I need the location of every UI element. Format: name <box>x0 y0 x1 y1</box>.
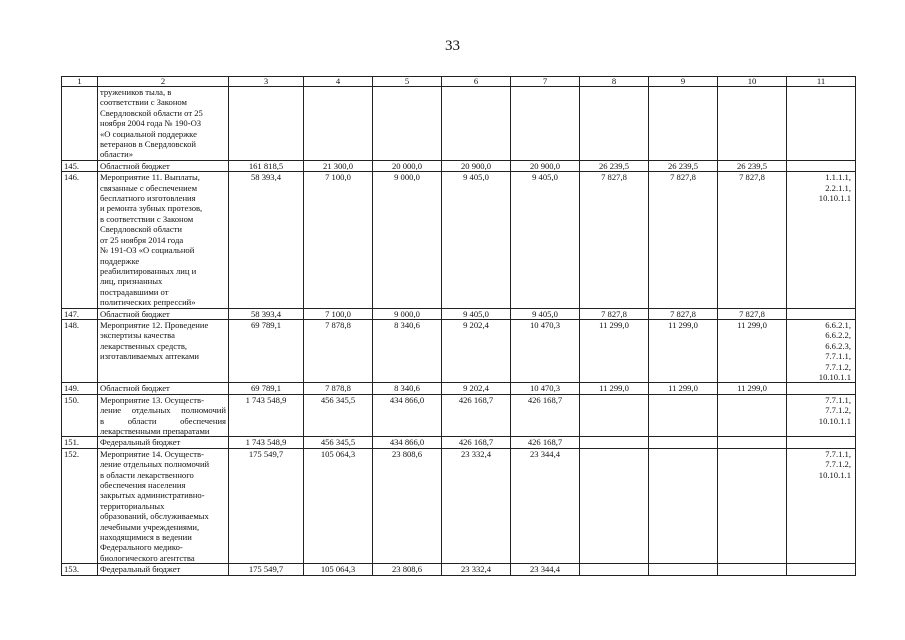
indicator-code: 10.10.1.1 <box>818 469 851 480</box>
indicator-codes <box>787 564 856 575</box>
indicator-codes <box>787 172 856 308</box>
indicator-code: 7.7.1.1, <box>825 351 851 362</box>
description-line: тружеников тыла, в <box>100 87 172 97</box>
row-number: 148. <box>62 319 98 382</box>
value-cell: 26 239,5 <box>718 160 787 171</box>
description-line: Федеральный бюджет <box>100 437 181 448</box>
value-cell: 10 470,3 <box>511 383 580 394</box>
table-row <box>62 87 856 161</box>
value-cell <box>580 564 649 575</box>
row-description <box>98 383 229 394</box>
value-cell <box>649 564 718 575</box>
indicator-code: 6.6.2.1, <box>825 319 851 330</box>
description-line: лечебными учреждениями, <box>100 521 200 532</box>
value-cell: 7 100,0 <box>304 308 373 319</box>
value-cell: 23 344,4 <box>511 448 580 563</box>
column-header: 2 <box>98 77 229 87</box>
indicator-codes <box>787 160 856 171</box>
value-cell <box>649 394 718 437</box>
value-cell: 456 345,5 <box>304 437 373 448</box>
row-description <box>98 87 229 161</box>
table-row <box>62 172 856 308</box>
row-number <box>62 87 98 161</box>
description-line: находящимися в ведении <box>100 532 192 543</box>
column-header: 3 <box>229 77 304 87</box>
value-cell: 7 827,8 <box>718 172 787 308</box>
description-line: «О социальной поддержке <box>100 128 197 139</box>
value-cell: 11 299,0 <box>649 319 718 382</box>
value-cell: 11 299,0 <box>580 383 649 394</box>
value-cell: 434 866,0 <box>373 394 442 437</box>
value-cell: 23 332,4 <box>442 448 511 563</box>
description-line: политических репрессий» <box>100 297 196 308</box>
row-number: 147. <box>62 308 98 319</box>
row-description <box>98 394 229 437</box>
description-line: Свердловской области от 25 <box>100 107 203 118</box>
description-line: Мероприятие 13. Осуществ- <box>100 394 204 405</box>
table-row <box>62 448 856 563</box>
table-row <box>62 319 856 382</box>
page-number: 33 <box>445 38 460 54</box>
value-cell <box>580 437 649 448</box>
description-line: лекарственных средств, <box>100 340 188 351</box>
value-cell: 23 808,6 <box>373 448 442 563</box>
indicator-codes <box>787 448 856 563</box>
value-cell <box>580 448 649 563</box>
table-row <box>62 308 856 319</box>
row-number: 149. <box>62 383 98 394</box>
row-description <box>98 448 229 563</box>
description-line: в соответствии с Законом <box>100 213 194 224</box>
value-cell <box>580 394 649 437</box>
description-line: Свердловской области <box>100 224 183 235</box>
description-line: ветеранов в Свердловской <box>100 139 196 150</box>
description-line: бесплатного изготовления <box>100 193 196 204</box>
value-cell: 26 239,5 <box>649 160 718 171</box>
indicator-codes <box>787 308 856 319</box>
value-cell: 426 168,7 <box>511 437 580 448</box>
indicator-code: 7.7.1.1, <box>825 448 851 459</box>
indicator-code: 6.6.2.2, <box>825 330 851 341</box>
description-line: реабилитированных лиц и <box>100 265 197 276</box>
value-cell: 7 827,8 <box>718 308 787 319</box>
value-cell: 26 239,5 <box>580 160 649 171</box>
description-line: Мероприятие 11. Выплаты, <box>100 172 200 183</box>
value-cell: 9 000,0 <box>373 308 442 319</box>
value-cell: 20 900,0 <box>442 160 511 171</box>
description-line: Мероприятие 14. Осуществ- <box>100 448 204 459</box>
description-line: Областной бюджет <box>100 308 170 319</box>
description-line: ноября 2004 года № 190-ОЗ <box>100 118 202 129</box>
value-cell <box>718 437 787 448</box>
value-cell <box>718 394 787 437</box>
value-cell <box>580 87 649 161</box>
value-cell: 161 818,5 <box>229 160 304 171</box>
row-number: 153. <box>62 564 98 575</box>
column-header: 7 <box>511 77 580 87</box>
description-line: ление отдельных полномочий <box>100 459 210 470</box>
row-description <box>98 308 229 319</box>
indicator-code: 2.2.1.1, <box>825 182 851 193</box>
value-cell <box>718 564 787 575</box>
value-cell: 9 405,0 <box>511 172 580 308</box>
value-cell: 9 202,4 <box>442 319 511 382</box>
value-cell: 175 549,7 <box>229 564 304 575</box>
description-line: Федеральный бюджет <box>100 564 181 575</box>
value-cell: 8 340,6 <box>373 319 442 382</box>
value-cell: 9 405,0 <box>442 172 511 308</box>
value-cell <box>511 87 580 161</box>
value-cell: 69 789,1 <box>229 319 304 382</box>
row-description <box>98 172 229 308</box>
value-cell: 23 344,4 <box>511 564 580 575</box>
column-header: 10 <box>718 77 787 87</box>
indicator-code: 1.1.1.1, <box>825 172 851 183</box>
description-line: образований, обслуживаемых <box>100 511 209 522</box>
row-description <box>98 319 229 382</box>
budget-table <box>61 76 856 576</box>
value-cell: 9 405,0 <box>511 308 580 319</box>
description-line: ление отдельных полномочий <box>100 405 226 416</box>
value-cell: 7 100,0 <box>304 172 373 308</box>
row-number: 145. <box>62 160 98 171</box>
value-cell <box>649 87 718 161</box>
description-line: Федерального медико- <box>100 542 183 553</box>
column-header: 11 <box>787 77 856 87</box>
table-row <box>62 564 856 575</box>
description-line: области» <box>100 149 134 160</box>
column-header: 4 <box>304 77 373 87</box>
indicator-code: 7.7.1.2, <box>825 405 851 416</box>
value-cell <box>373 87 442 161</box>
indicator-codes <box>787 87 856 161</box>
column-header: 1 <box>62 77 98 87</box>
value-cell: 9 000,0 <box>373 172 442 308</box>
value-cell: 7 827,8 <box>649 308 718 319</box>
value-cell: 20 000,0 <box>373 160 442 171</box>
value-cell: 7 827,8 <box>580 172 649 308</box>
value-cell: 8 340,6 <box>373 383 442 394</box>
column-header-row <box>62 77 856 87</box>
value-cell: 9 405,0 <box>442 308 511 319</box>
indicator-code: 10.10.1.1 <box>818 193 851 204</box>
column-header: 9 <box>649 77 718 87</box>
value-cell: 20 900,0 <box>511 160 580 171</box>
value-cell: 1 743 548,9 <box>229 394 304 437</box>
value-cell <box>718 87 787 161</box>
indicator-code: 6.6.2.3, <box>825 340 851 351</box>
value-cell: 7 827,8 <box>580 308 649 319</box>
value-cell <box>229 87 304 161</box>
value-cell: 11 299,0 <box>718 383 787 394</box>
description-line: Областной бюджет <box>100 160 170 171</box>
row-description <box>98 437 229 448</box>
row-description <box>98 160 229 171</box>
value-cell: 426 168,7 <box>442 394 511 437</box>
description-line: лекарственными препаратами <box>100 426 210 436</box>
description-line: и ремонта зубных протезов, <box>100 203 203 214</box>
value-cell <box>718 448 787 563</box>
indicator-code: 10.10.1.1 <box>818 371 851 382</box>
indicator-code: 7.7.1.1, <box>825 394 851 405</box>
description-line: в области лекарственного <box>100 469 194 480</box>
value-cell: 105 064,3 <box>304 448 373 563</box>
table-row <box>62 383 856 394</box>
value-cell: 11 299,0 <box>580 319 649 382</box>
description-line: лиц, признанных <box>100 276 163 287</box>
value-cell: 69 789,1 <box>229 383 304 394</box>
table-row <box>62 437 856 448</box>
value-cell <box>649 437 718 448</box>
value-cell: 426 168,7 <box>442 437 511 448</box>
description-line: Мероприятие 12. Проведение <box>100 319 209 330</box>
value-cell: 9 202,4 <box>442 383 511 394</box>
description-line: изготавливаемых аптеками <box>100 351 199 362</box>
indicator-code: 7.7.1.2, <box>825 459 851 470</box>
column-header: 5 <box>373 77 442 87</box>
indicator-code: 7.7.1.2, <box>825 361 851 372</box>
value-cell <box>649 448 718 563</box>
description-line: № 191-ОЗ «О социальной <box>100 245 195 256</box>
value-cell: 58 393,4 <box>229 172 304 308</box>
description-line: поддержке <box>100 255 140 266</box>
description-line: связанные с обеспечением <box>100 182 198 193</box>
value-cell: 434 866,0 <box>373 437 442 448</box>
description-line: территориальных <box>100 500 165 511</box>
value-cell: 21 300,0 <box>304 160 373 171</box>
indicator-codes <box>787 437 856 448</box>
value-cell: 426 168,7 <box>511 394 580 437</box>
indicator-code: 10.10.1.1 <box>818 415 851 426</box>
value-cell: 105 064,3 <box>304 564 373 575</box>
description-line: Областной бюджет <box>100 383 170 394</box>
value-cell: 23 808,6 <box>373 564 442 575</box>
value-cell: 11 299,0 <box>649 383 718 394</box>
value-cell: 7 878,8 <box>304 383 373 394</box>
column-header: 6 <box>442 77 511 87</box>
description-line: от 25 ноября 2014 года <box>100 234 184 245</box>
description-line: соответствии с Законом <box>100 97 187 108</box>
value-cell: 7 878,8 <box>304 319 373 382</box>
value-cell: 7 827,8 <box>649 172 718 308</box>
row-number: 146. <box>62 172 98 308</box>
row-number: 151. <box>62 437 98 448</box>
row-number: 152. <box>62 448 98 563</box>
description-line: биологического агентства <box>100 552 195 563</box>
row-number: 150. <box>62 394 98 437</box>
column-header: 8 <box>580 77 649 87</box>
value-cell: 58 393,4 <box>229 308 304 319</box>
table-row <box>62 160 856 171</box>
row-description <box>98 564 229 575</box>
description-line: пострадавшими от <box>100 286 169 297</box>
value-cell: 23 332,4 <box>442 564 511 575</box>
description-line: в области обеспечения <box>100 415 226 426</box>
value-cell <box>442 87 511 161</box>
value-cell: 11 299,0 <box>718 319 787 382</box>
value-cell: 456 345,5 <box>304 394 373 437</box>
indicator-codes <box>787 383 856 394</box>
description-line: экспертизы качества <box>100 330 175 341</box>
indicator-codes <box>787 319 856 382</box>
value-cell: 1 743 548,9 <box>229 437 304 448</box>
description-line: закрытых административно- <box>100 490 205 501</box>
description-line: обеспечения населения <box>100 480 186 491</box>
indicator-codes <box>787 394 856 437</box>
value-cell: 10 470,3 <box>511 319 580 382</box>
table-row <box>62 394 856 437</box>
value-cell: 175 549,7 <box>229 448 304 563</box>
value-cell <box>304 87 373 161</box>
